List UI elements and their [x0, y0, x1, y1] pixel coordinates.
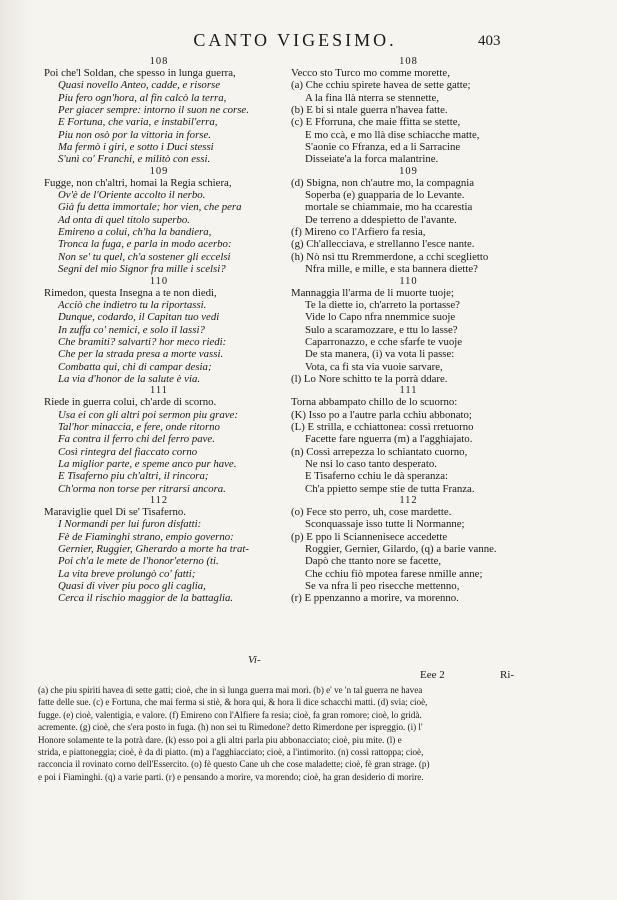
- verse-line: La vita breve prolungò co' fatti;: [58, 567, 196, 580]
- verse-line: Ch'orma non torse per ritrarsi ancora.: [58, 482, 226, 495]
- stanza-number: 108: [149, 56, 169, 67]
- footnote-line: acremente. (g) cioè, che s'era posto in fuga. (h) non sei tu Rimedone? detto Rimerdone per ispreggio. (i) l': [38, 722, 423, 733]
- stanza: [291, 166, 526, 276]
- verse-line: E Tisaferno piu ch'altri, il rincora;: [58, 470, 209, 483]
- footnote-line: fatte delle sue. (c) e Fortuna, che mai ferma si stiè, & hora qui, & hora lì dice schacchi matti. (d) svia; cioè,: [38, 697, 428, 708]
- verse-line: Ne nsi lo caso tanto desperato.: [305, 457, 437, 470]
- footnotes: [38, 684, 528, 783]
- stanza-number: 112: [149, 495, 169, 506]
- verse-line: Vide lo Capo nfra nnemmice suoje: [305, 311, 456, 324]
- stanza-number: 109: [399, 165, 418, 177]
- verse-line: (c) E Fforruna, che maie ffitta se stette,: [291, 116, 461, 129]
- verse-line: (p) E ppo li Sciannenisece accedette: [291, 530, 448, 543]
- verse-line: Dunque, codardo, il Capitan tuo vedi: [58, 311, 220, 324]
- verse-line: De sta manera, (i) va vota li passe:: [305, 348, 455, 361]
- stanza: [44, 385, 274, 495]
- verse-line: Piu fero ogn'hora, al fin calcò la terra,: [58, 91, 227, 104]
- footnote-line: (a) che piu spiriti havea di sette gatti; cioè, che in sì lunga guerra mai morì. (b) e' ve 'n tal guerra ne havea: [38, 685, 423, 695]
- stanza: [44, 276, 274, 386]
- verse-line: A la fina llà nterra se stennette,: [305, 91, 440, 104]
- verse-line: I Normandi per lui furon disfatti:: [58, 518, 202, 531]
- verse-line: Se va nfra li peo risecche mettenno,: [305, 580, 460, 593]
- verse-line: Cerca il rischio maggior de la battaglia.: [58, 592, 234, 605]
- verse-line: Sconquassaje isso tutte li Normanne;: [305, 518, 465, 531]
- verse-line: Fè de Fiaminghi strano, empio governo:: [58, 530, 234, 543]
- verse-line: (L) E strilla, e cchiattonea: cossì rretuorno: [291, 420, 474, 433]
- stanza: [291, 385, 526, 495]
- verse-line: Sulo a scaramozzare, e ttu lo lasse?: [305, 323, 458, 336]
- verse-line: Non se' tu quel, ch'a sostener gli eccelsi: [58, 250, 231, 263]
- stanza-number: 111: [399, 385, 418, 397]
- verse-line: De terreno a ddespietto de l'avante.: [305, 213, 457, 226]
- verse-line: Che cchiu fiò mpotea farese nmille anne;: [305, 567, 483, 580]
- verse-line: (o) Fece sto perro, uh, cose mardette.: [291, 506, 452, 518]
- verse-line: Ad onta di quel titolo superbo.: [58, 213, 190, 226]
- page-number: 403: [478, 33, 501, 49]
- verse-line: Fa contra il ferro chi del ferro pave.: [58, 433, 215, 446]
- verse-line: Poi ch'a le mete de l'honor'eterno (ti.: [58, 555, 219, 568]
- verse-line: Maraviglie quel Dì se' Tisaferno.: [44, 506, 186, 518]
- verse-line: E Fortuna, che varia, e instabil'erra,: [58, 116, 218, 129]
- verse-line: Gernier, Ruggier, Gherardo a morte ha trat-: [58, 543, 249, 556]
- footnote-line: e poi i Fiaminghi. (q) a varie parti. (r) e pensando a morire, va morendo; cioè, ha gran desiderio di morire.: [38, 771, 424, 782]
- verse-line: Tronca la fuga, e parla in modo acerbo:: [58, 238, 232, 251]
- stanza-number: 111: [150, 385, 168, 397]
- verse-line: Tal'hor minaccia, e fere, onde ritorno: [58, 420, 220, 433]
- verse-line: Rimedon, questa Insegna a te non diedi,: [44, 286, 217, 299]
- verse-line: (K) Isso po a l'autre parla cchiu abbonato;: [291, 408, 472, 421]
- stanza: [44, 56, 274, 166]
- verse-line: Caparronazzo, e cche sfarfe te vuoje: [305, 335, 463, 348]
- verse-line: (b) E bi si ntale guerra n'havea fatte.: [291, 104, 448, 117]
- verse-line: Emireno a colui, ch'ha la bandiera,: [58, 226, 212, 239]
- verse-line: Fugge, non ch'altri, homai la Regia schiera,: [44, 176, 232, 189]
- verse-line: Quasi novello Anteo, cadde, e risorse: [58, 79, 221, 92]
- verse-line: La via d'honor de la salute è via.: [58, 372, 201, 385]
- verse-line: Acciò che indietro tu la riportassi.: [58, 298, 207, 311]
- verse-line: Soperba (e) guapparia de lo Levante.: [305, 189, 465, 202]
- verse-line: Così rintegra del fiaccato corno: [58, 445, 198, 458]
- verse-line: Che bramiti? salvarti? hor meco riedi:: [58, 335, 227, 348]
- verse-line: La miglior parte, e speme anco pur have.: [58, 457, 237, 470]
- catchword-right: Ri-: [500, 669, 515, 681]
- verse-line: Già fu detta immortale; hor vien, che pera: [58, 201, 242, 214]
- verse-line: (h) Nò nsì ttu Rremmerdone, a cchi sceglietto: [291, 250, 489, 263]
- italian-column: [44, 56, 274, 605]
- stanza: [291, 56, 526, 166]
- verse-line: Vecco sto Turco mo comme morette,: [291, 67, 450, 79]
- stanza-number: 109: [149, 165, 169, 177]
- verse-line: Vota, ca fi sta via vuoie sarvare,: [305, 360, 443, 373]
- verse-line: S'unì co' Franchi, e militò con essi.: [58, 153, 211, 166]
- footnote-line: racconcia il rovinato corno dell'Essercito. (o) fè questo Cane uh che cose maladette; cioè, fè gran strage. (p): [38, 759, 430, 770]
- verse-line: (a) Che cchiu spirete havea de sette gatte;: [291, 79, 471, 92]
- verse-line: E mo ccà, e mo llà dise schiacche matte,: [305, 128, 480, 141]
- verse-line: S'aonie co Ffranza, ed a li Sarracine: [305, 141, 461, 154]
- verse-line: Torna abbampato chillo de lo scuorno:: [291, 396, 458, 409]
- verse-line: E Tisaferno cchiu le dà speranza:: [305, 470, 449, 483]
- verse-line: Nfra mille, e mille, e sta bannera diette?: [305, 263, 478, 276]
- neapolitan-column: [291, 56, 526, 605]
- verse-line: Usa ei con gli altri poi sermon piu grave:: [58, 408, 238, 421]
- footnote-line: strida, e piattoneggia; cioè, è da di piatto. (m) a l'agghiacciato; cioè, a l'intimorito. (n) cossì rattoppa; cioè,: [38, 746, 424, 757]
- verse-line: Dapò che ttanto nore se facette,: [305, 555, 442, 568]
- verse-line: Che per la strada presa a morte vassi.: [58, 348, 224, 361]
- signature-mark: Eee 2: [420, 669, 445, 681]
- verse-line: Ch'a ppietto sempe stie de tutta Franza.: [305, 482, 475, 495]
- stanza-number: 110: [399, 275, 418, 287]
- verse-line: Per giacer sempre: intorno il suon ne corse.: [58, 104, 249, 117]
- stanza-number: 108: [399, 56, 418, 67]
- verse-line: Poi che'l Soldan, che spesso in lunga guerra,: [44, 67, 236, 79]
- verse-line: Combatta qui, chi di campar desia;: [58, 360, 212, 373]
- verse-line: Piu non osò por la vittoria in forse.: [58, 128, 211, 141]
- verse-line: mortale se chiammaie, mo ha ccarestia: [305, 201, 473, 214]
- verse-line: Facette fare nguerra (m) a l'agghiajato.: [305, 433, 473, 446]
- stanza: [44, 495, 274, 605]
- verse-line: (l) Lo Nore schitto te la porrà ddare.: [291, 372, 448, 385]
- verse-line: Disseiate'a la forca malantrine.: [305, 153, 439, 166]
- verse-line: Ma fermò i giri, e sotto i Duci stessi: [58, 141, 214, 154]
- verse-line: (n) Cossì arrepezza lo schiantato cuorno,: [291, 445, 468, 458]
- verse-line: Ov'è de l'Oriente accolto il nerbo.: [58, 189, 206, 202]
- stanza: [291, 276, 526, 386]
- footnote-line: Honore solamente te la potrà dare. (k) esso poi a gli altri parla piu abbonacciato; cioè, piu mite. (l) e: [38, 734, 402, 745]
- verse-line: Segni del mio Signor fra mille i scelsi?: [58, 263, 226, 276]
- catchword-left: Vi-: [248, 654, 261, 666]
- verse-line: Mannaggia ll'arma de li muorte tuoje;: [291, 286, 454, 299]
- stanza-number: 112: [399, 495, 418, 506]
- stanza: [291, 495, 526, 605]
- verse-line: Te la diette io, ch'arreto la portasse?: [305, 298, 460, 311]
- verse-line: In zuffa co' nemici, e solo il lassi?: [58, 323, 205, 336]
- footnote-line: fugge. (e) cioè, valentigia, e valore. (f) Emireno con l'Alfiere fa resia; cioè, fa gran romore; cioè, lo gridà.: [38, 709, 422, 720]
- stanza-number: 110: [149, 275, 169, 287]
- verse-line: (g) Ch'allecciava, e strellanno l'esce nante.: [291, 238, 475, 251]
- stanza: [44, 166, 274, 276]
- page-title: CANTO VIGESIMO.: [193, 30, 397, 50]
- verse-line: Roggier, Gernier, Gilardo, (q) a barie vanne.: [305, 543, 497, 556]
- verse-line: (r) E ppenzanno a morire, va morenno.: [291, 592, 459, 605]
- verse-line: (f) Mireno co l'Arfiero fa resia,: [291, 226, 426, 239]
- verse-line: Riede in guerra colui, ch'arde di scorno.: [44, 396, 217, 409]
- verse-line: (d) Sbigna, non ch'autre mo, la compagnia: [291, 176, 475, 189]
- verse-line: Quasi di viver piu poco gli caglia,: [58, 580, 206, 593]
